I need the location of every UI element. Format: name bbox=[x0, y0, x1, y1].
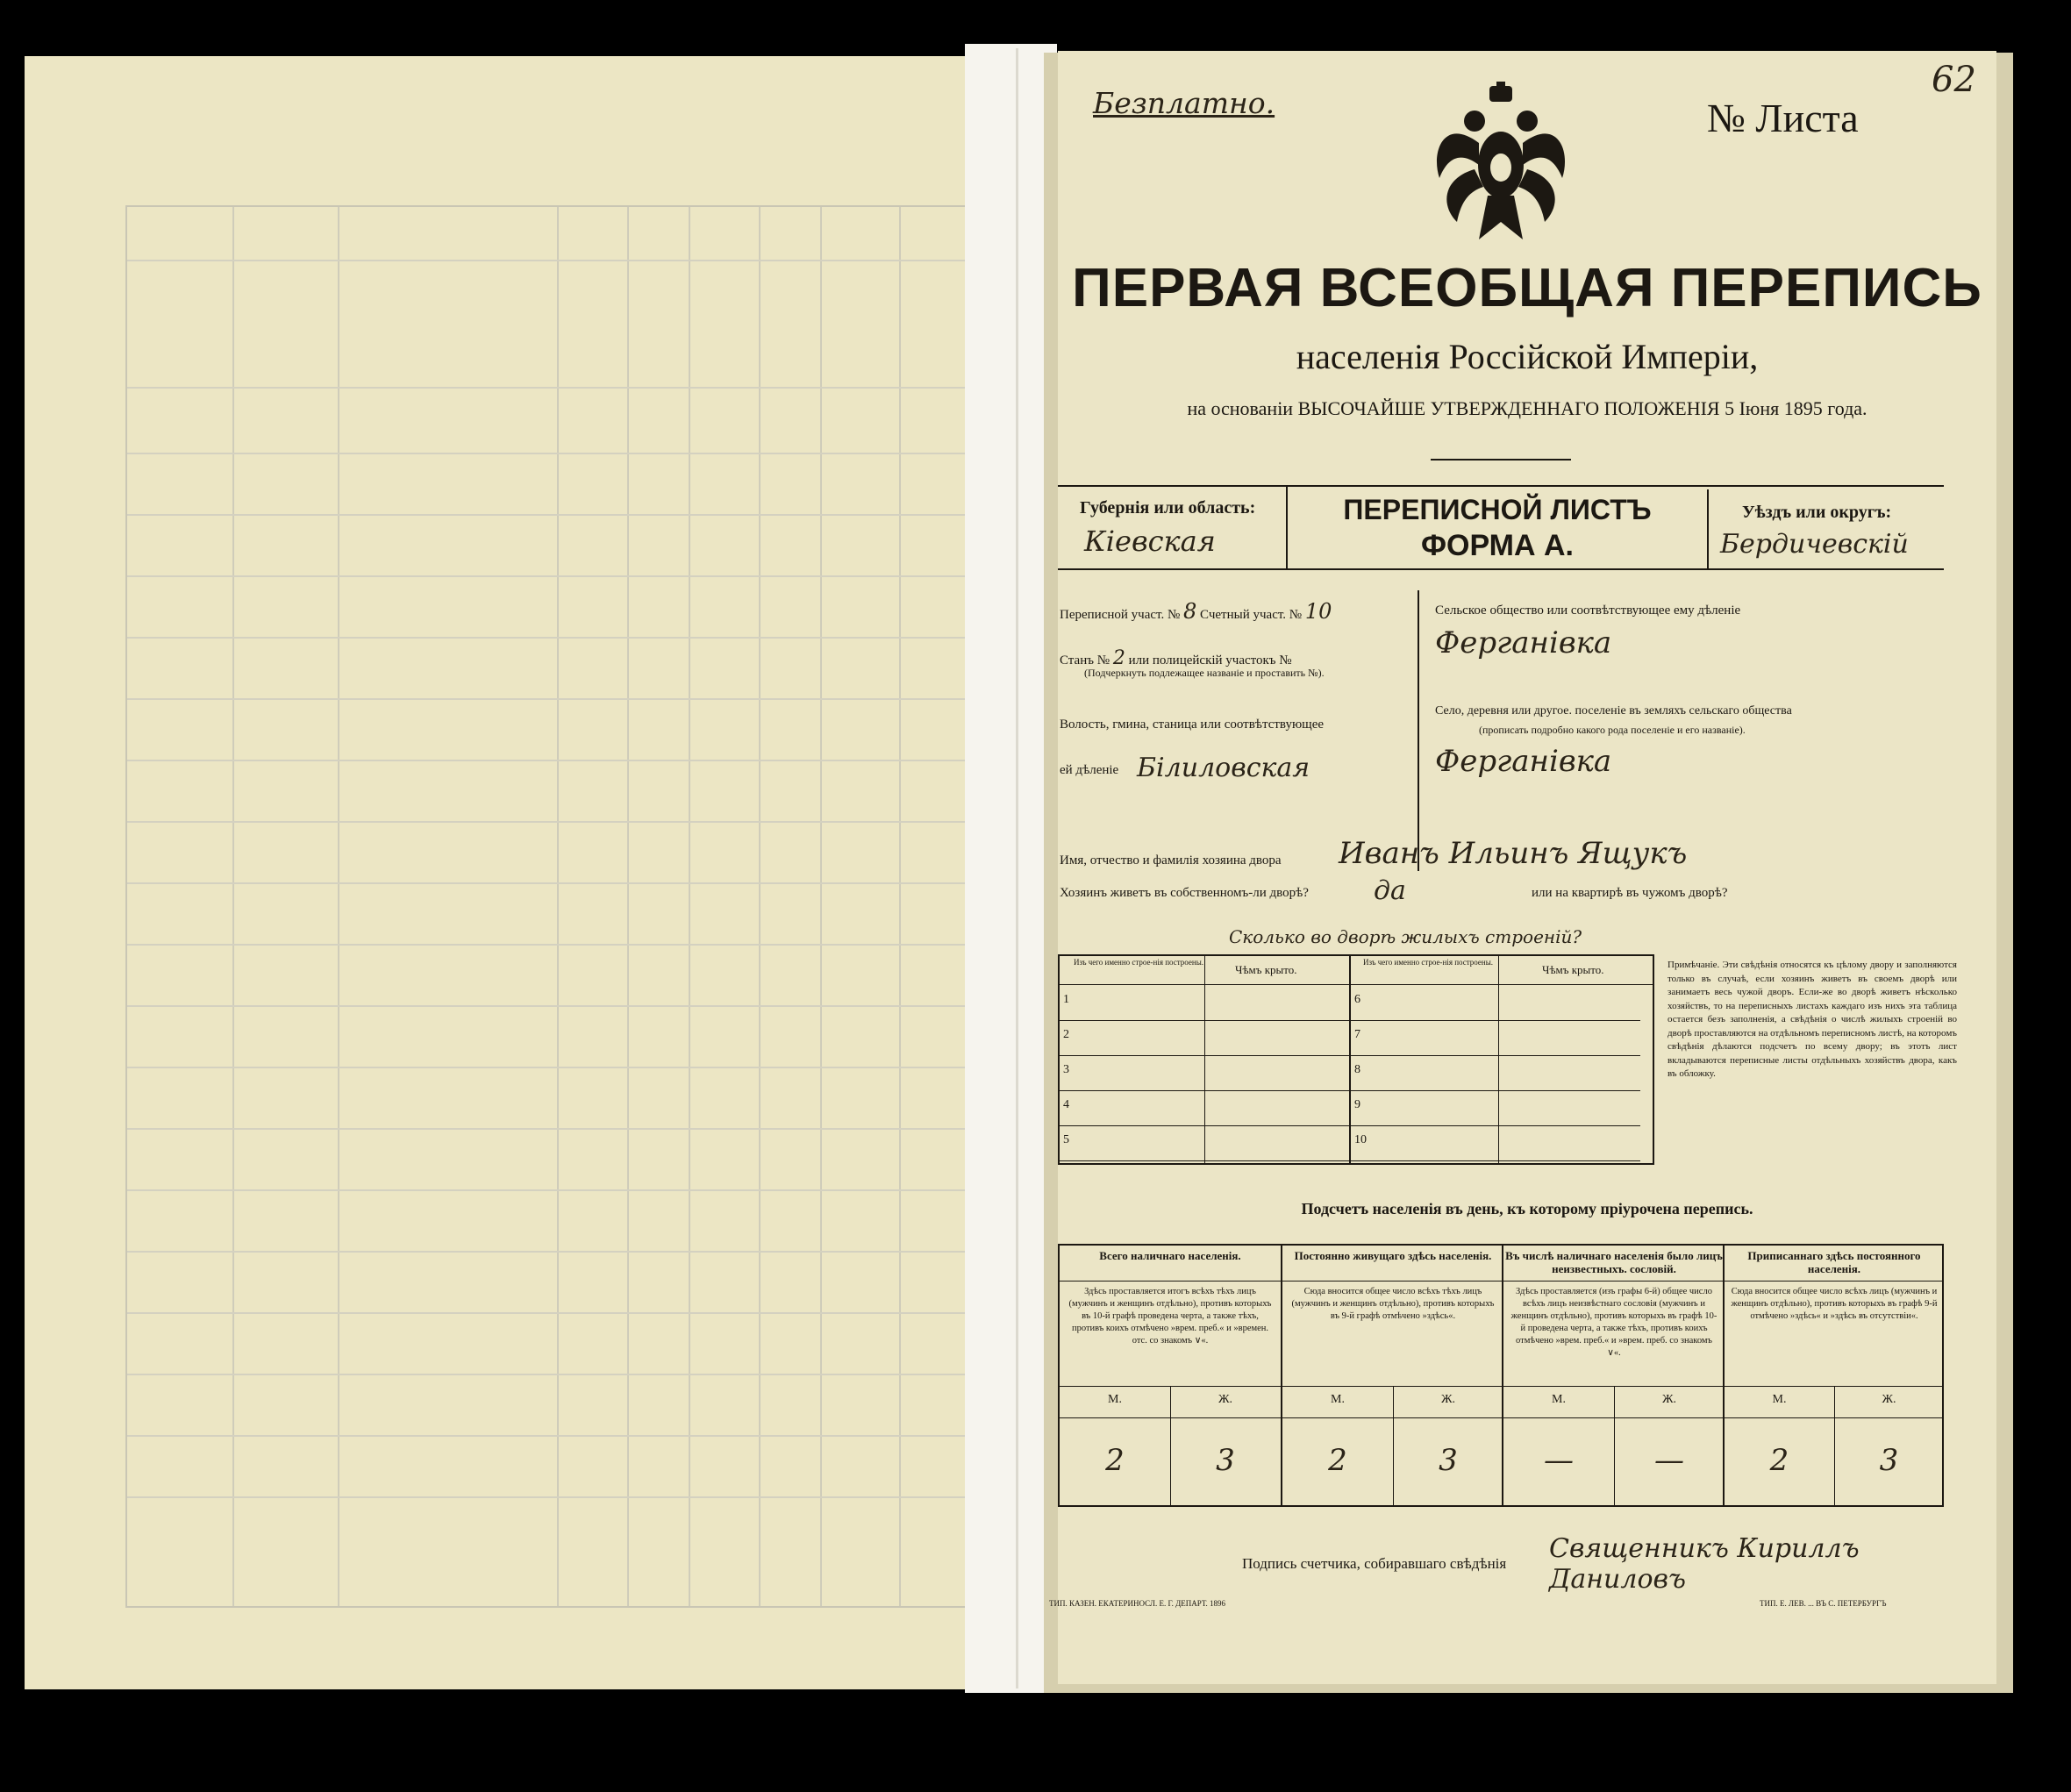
population-column-title: Въ числѣ наличнаго населенія было лицъ неизвестныхъ. сословій. bbox=[1505, 1249, 1723, 1275]
female-label: Ж. bbox=[1882, 1393, 1896, 1406]
population-column bbox=[1281, 1246, 1502, 1505]
population-column-desc: Здѣсь проставляется итогъ всѣхъ тѣхъ лицъ (мужчинъ и женщинъ отдѣльно), противъ которыхъ въ 10-й графѣ проведена черта, а также тѣхъ, противъ коихъ отмѣчено »врем. преб.« и »времен. отс. со знакомъ ∨«. bbox=[1068, 1287, 1272, 1346]
owner-lives-value: да bbox=[1374, 875, 1406, 906]
population-column-title: Всего наличнаго населенія. bbox=[1099, 1249, 1241, 1262]
male-label: М. bbox=[1772, 1393, 1787, 1406]
population-table bbox=[1058, 1244, 1944, 1507]
male-count: — bbox=[1544, 1443, 1574, 1478]
owner-lives-label: Хозяинъ живетъ въ собственномъ-ли дворѣ? bbox=[1060, 886, 1309, 900]
form-name: ФОРМА А. bbox=[1420, 529, 1575, 562]
owner-label: Имя, отчество и фамилія хозяина двора bbox=[1060, 853, 1282, 867]
ornamental-divider bbox=[1431, 459, 1571, 460]
female-count: 3 bbox=[1879, 1443, 1899, 1478]
buildings-col-material: Изъ чего именно строе-нія построены. bbox=[1073, 958, 1204, 967]
buildings-row-number: 10 bbox=[1354, 1133, 1367, 1146]
underline-note: (Подчеркнуть подлежащее названіе и проставить №). bbox=[1084, 667, 1325, 679]
form-basis-line: на основаніи ВЫСОЧАЙШЕ УТВЕРЖДЕННАГО ПОЛОЖЕНІЯ 5 Іюня 1895 года. bbox=[1187, 397, 1867, 419]
province-value: Кіевская bbox=[1084, 525, 1216, 558]
sheet-number-handwritten: 62 bbox=[1932, 60, 1976, 100]
stan-label: Станъ № bbox=[1060, 653, 1110, 668]
signature-label: Подпись счетчика, собиравшаго свѣдѣнія bbox=[1242, 1555, 1507, 1572]
female-count: — bbox=[1654, 1443, 1684, 1478]
population-column bbox=[1502, 1246, 1723, 1505]
apartment-label: или на квартирѣ въ чужомъ дворѣ? bbox=[1532, 886, 1728, 900]
imperial-eagle-emblem bbox=[1426, 82, 1575, 248]
buildings-row-number: 3 bbox=[1063, 1063, 1069, 1076]
village-label: Село, деревня или другое. поселеніе въ земляхъ сельскаго общества bbox=[1435, 704, 1792, 718]
signature-value: Священникъ Кириллъ Даниловъ bbox=[1549, 1533, 1860, 1595]
district-label: Уѣздъ или округъ: bbox=[1742, 503, 1892, 522]
buildings-col-roof-2: Чѣмъ крыто. bbox=[1542, 963, 1604, 976]
census-area-value: 8 bbox=[1183, 599, 1197, 624]
male-count: 2 bbox=[1105, 1443, 1125, 1478]
buildings-row-number: 8 bbox=[1354, 1063, 1360, 1076]
buildings-row-number: 5 bbox=[1063, 1133, 1069, 1146]
gutter-edge bbox=[1016, 48, 1018, 1688]
volost-label-2: ей дѣленіе bbox=[1060, 763, 1119, 777]
printer-mark-left: ТИП. КАЗЕН. ЕКАТЕРИНОСЛ. Е. Г. ДЕПАРТ. 1896 bbox=[1049, 1599, 1226, 1608]
buildings-row bbox=[1060, 1091, 1349, 1126]
sheet-title: ПЕРЕПИСНОЙ ЛИСТЪ bbox=[1343, 494, 1652, 525]
village-value: Ферганівка bbox=[1435, 744, 1612, 779]
female-label: Ж. bbox=[1661, 1393, 1677, 1406]
census-form-page bbox=[1049, 51, 1996, 1684]
population-column-title: Приписаннаго здѣсь постоянного населенія. bbox=[1747, 1249, 1921, 1275]
buildings-table bbox=[1058, 954, 1654, 1165]
printer-mark-right: ТИП. Е. ЛЕВ. ... ВЪ С. ПЕТЕРБУРГЪ bbox=[1760, 1599, 1887, 1608]
buildings-row bbox=[1060, 1021, 1349, 1056]
population-column-desc: Сюда вносится общее число всѣхъ лицъ (мужчинъ и женщинъ отдѣльно), противъ которыхъ въ графѣ 9-й отмѣчено »здѣсь« и »здѣсь въ отсутствіи«. bbox=[1731, 1287, 1938, 1321]
male-count: 2 bbox=[1328, 1443, 1347, 1478]
community-label: Сельское общество или соотвѣтствующее ему дѣленіе bbox=[1435, 603, 1741, 618]
volost-label: Волость, гмина, станица или соотвѣтствующее bbox=[1060, 718, 1325, 732]
population-column-desc: Сюда вносится общее число всѣхъ тѣхъ лицъ (мужчинъ и женщинъ отдѣльно), противъ которыхъ въ 9-й графѣ отмѣчено »здѣсь«. bbox=[1291, 1287, 1495, 1321]
buildings-row bbox=[1351, 1091, 1640, 1126]
owner-value: Иванъ Ильинъ Ящукъ bbox=[1339, 836, 1688, 871]
census-area-label: Переписной участ. № bbox=[1060, 608, 1181, 622]
buildings-col-roof: Чѣмъ крыто. bbox=[1235, 963, 1297, 976]
buildings-col-material-2: Изъ чего именно строе-нія построены. bbox=[1362, 958, 1494, 967]
buildings-row bbox=[1060, 1056, 1349, 1091]
population-column-title: Постоянно живущаго здѣсь населенія. bbox=[1294, 1249, 1492, 1262]
buildings-row bbox=[1351, 1021, 1640, 1056]
counting-area-value: 10 bbox=[1304, 599, 1332, 624]
buildings-row-number: 1 bbox=[1063, 993, 1069, 1006]
population-column bbox=[1723, 1246, 1942, 1505]
community-value: Ферганівка bbox=[1435, 625, 1612, 660]
buildings-row-number: 9 bbox=[1354, 1098, 1360, 1111]
volost-value: Білиловская bbox=[1137, 753, 1310, 783]
buildings-label: Сколько во дворѣ жилыхъ строеній? bbox=[1229, 926, 1582, 947]
buildings-note: Примѣчаніе. Эти свѣдѣнія относятся къ цѣлому двору и заполняются только въ случаѣ, если хозяинъ живетъ въ своемъ дворѣ или занимаетъ весь чужой дворъ. Если-же во дворѣ живетъ нѣсколько хозяйствъ, то на переписныхъ листахъ каждаго изъ нихъ эта таблица остается безъ заполненія, а свѣдѣнія о числѣ жилыхъ строеній во дворѣ проставляются на отдѣльномъ переписномъ листѣ, на которомъ свѣдѣнія дѣлаются подсчетъ по всему двору; въ этотъ лист вкладываются переписные листы отдѣльныхъ хозяйствъ двора, какъ въ обложку. bbox=[1668, 960, 1957, 1079]
female-label: Ж. bbox=[1440, 1393, 1456, 1406]
buildings-row-number: 2 bbox=[1063, 1028, 1069, 1041]
male-label: М. bbox=[1108, 1393, 1122, 1406]
buildings-row-number: 6 bbox=[1354, 993, 1360, 1006]
left-page-grid bbox=[125, 205, 1006, 1608]
left-page bbox=[25, 56, 968, 1689]
population-column-desc: Здѣсь проставляется (изъ графы 6-й) общее число всѣхъ лицъ неизвѣстнаго сословія (мужчинъ и женщинъ отдѣльно), противъ которыхъ въ графѣ 10-й проведена черта, а также тѣхъ, противъ коихъ отмѣчено »врем. преб.« и »врем. преб. со знакомъ ∨«. bbox=[1510, 1287, 1718, 1358]
female-label: Ж. bbox=[1218, 1393, 1233, 1406]
police-label: или полицейскій участокъ № bbox=[1128, 653, 1292, 668]
buildings-row bbox=[1351, 1056, 1640, 1091]
form-subtitle: населенія Россійской Имперіи, bbox=[1296, 337, 1759, 376]
buildings-row bbox=[1351, 986, 1640, 1021]
form-main-title: ПЕРВАЯ ВСЕОБЩАЯ ПЕРЕПИСЬ bbox=[1072, 258, 1982, 318]
village-note: (прописать подробно какого рода поселеніе и его названіе). bbox=[1479, 724, 1746, 736]
male-label: М. bbox=[1552, 1393, 1566, 1406]
male-count: 2 bbox=[1769, 1443, 1789, 1478]
male-label: М. bbox=[1331, 1393, 1345, 1406]
buildings-row-number: 4 bbox=[1063, 1098, 1069, 1111]
province-label: Губернія или область: bbox=[1080, 498, 1256, 518]
counting-area-label: Счетный участ. № bbox=[1200, 608, 1303, 622]
female-count: 3 bbox=[1439, 1443, 1458, 1478]
district-value: Бердичевскій bbox=[1720, 529, 1909, 560]
buildings-row bbox=[1060, 986, 1349, 1021]
buildings-row-number: 7 bbox=[1354, 1028, 1360, 1041]
sheet-number-label: № Листа bbox=[1707, 96, 1859, 140]
buildings-row bbox=[1060, 1126, 1349, 1161]
population-column bbox=[1060, 1246, 1281, 1505]
buildings-row bbox=[1351, 1126, 1640, 1161]
population-heading: Подсчетъ населенія въ день, къ которому пріурочена перепись. bbox=[1301, 1200, 1753, 1217]
stan-value: 2 bbox=[1112, 647, 1125, 669]
free-label: Безплатно. bbox=[1093, 86, 1275, 120]
female-count: 3 bbox=[1216, 1443, 1235, 1478]
